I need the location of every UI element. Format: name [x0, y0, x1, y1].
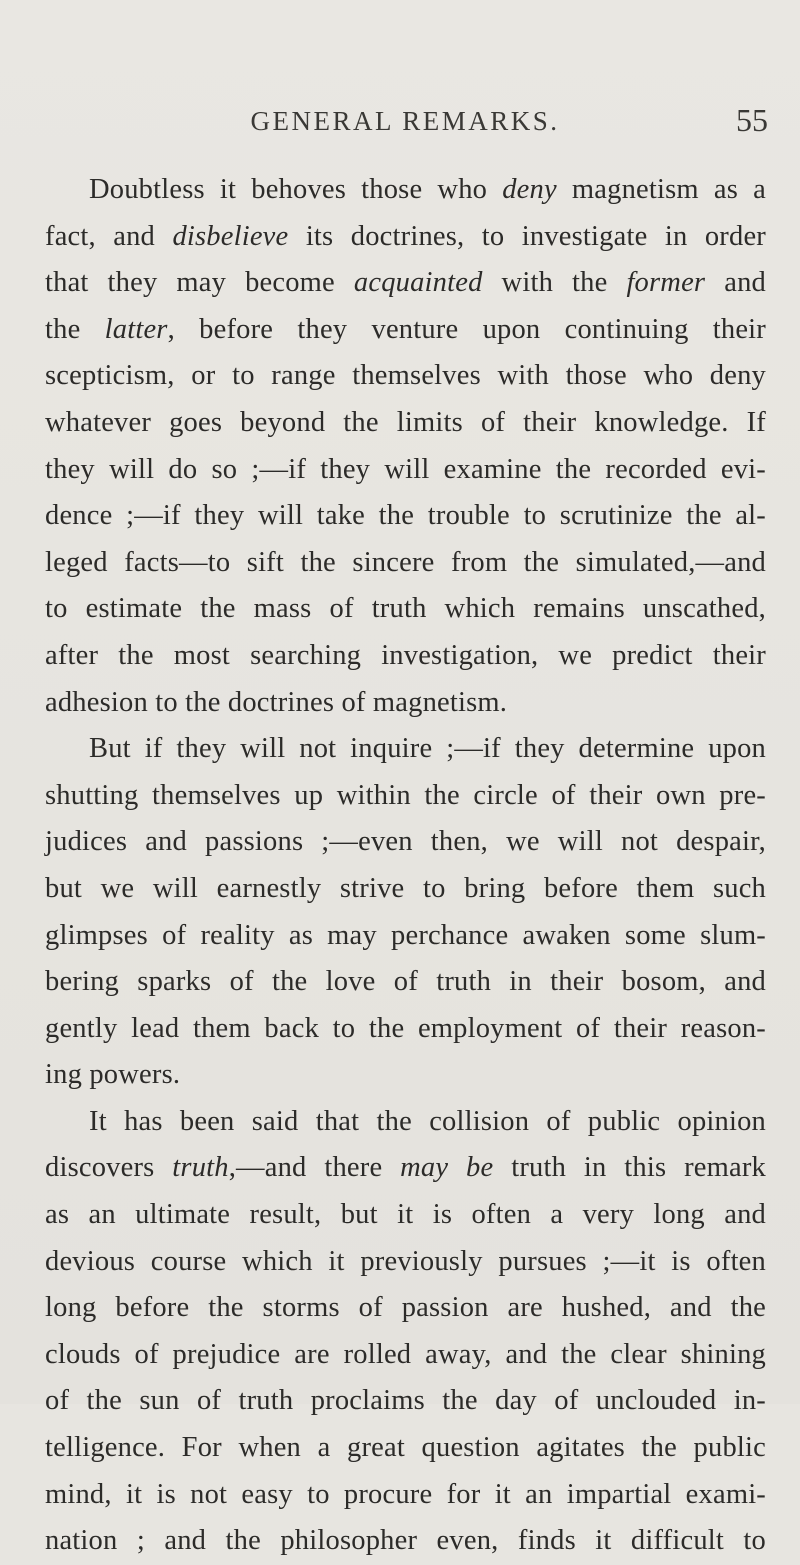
- text-line: [45, 1239, 766, 1286]
- text-line: [45, 1425, 766, 1472]
- text-line: [45, 307, 766, 354]
- text-run: scepticism, or to range themselves with those who deny: [45, 360, 766, 392]
- text-run: truth in this remark: [493, 1152, 767, 1184]
- text-run: nation ; and the philosopher even, finds it difficult to: [45, 1525, 766, 1557]
- text-line: [45, 586, 766, 633]
- text-line: [45, 493, 766, 540]
- italic-text: disbelieve: [172, 220, 289, 252]
- text-line: [45, 400, 766, 447]
- text-run: mind, it is not easy to procure for it an impartial exami-: [45, 1478, 766, 1510]
- text-line: [45, 1099, 766, 1146]
- text-line: [45, 1285, 766, 1332]
- text-line: [45, 819, 766, 866]
- text-line: [45, 214, 766, 261]
- text-run: adhesion to the doctrines of magnetism.: [45, 686, 508, 718]
- text-run: magnetism as a: [556, 174, 766, 205]
- text-line: [45, 1052, 766, 1099]
- text-run: discovers: [45, 1152, 173, 1184]
- text-run: leged facts—to sift the sincere from the simulated,—and: [45, 546, 766, 578]
- paragraph: [45, 726, 766, 1099]
- text-run: long before the storms of passion are hushed, and the: [45, 1292, 766, 1324]
- paragraph: [45, 167, 766, 726]
- text-line: [45, 726, 766, 773]
- text-run: with the: [482, 267, 627, 299]
- text-run: Doubtless it behoves those who: [89, 174, 503, 205]
- text-line: [45, 353, 766, 400]
- running-head: [40, 102, 770, 146]
- text-line: [45, 680, 766, 727]
- text-run: shutting themselves up within the circle of their own pre-: [45, 779, 766, 811]
- text-run: they will do so ;—if they will examine the recorded evi-: [45, 453, 766, 485]
- text-run: but we will earnestly strive to bring before them such: [45, 872, 766, 904]
- page-number: 55: [736, 102, 768, 138]
- text-line: [45, 1192, 766, 1239]
- text-run: and: [705, 267, 766, 299]
- text-line: [45, 1518, 766, 1565]
- text-run: after the most searching investigation, we predict their: [45, 639, 766, 671]
- text-run: devious course which it previously pursues ;—it is often: [45, 1245, 766, 1277]
- text-run: of the sun of truth proclaims the day of unclouded in-: [45, 1385, 766, 1417]
- italic-text: may be: [400, 1152, 494, 1184]
- text-line: [45, 260, 766, 307]
- text-run: judices and passions ;—even then, we will not despair,: [45, 826, 766, 858]
- text-line: [45, 773, 766, 820]
- body-text: [45, 167, 766, 1565]
- text-line: [45, 540, 766, 587]
- text-line: [45, 1332, 766, 1379]
- text-run: its doctrines, to investigate in order: [288, 220, 766, 252]
- text-run: that they may become: [45, 267, 354, 299]
- text-run: ,—and there: [228, 1152, 401, 1184]
- running-title: GENERAL REMARKS.: [250, 106, 560, 136]
- italic-text: deny: [502, 174, 557, 205]
- italic-text: latter: [104, 313, 168, 345]
- text-run: gently lead them back to the employment of their reason-: [45, 1012, 766, 1044]
- text-run: the: [45, 313, 105, 345]
- text-line: [45, 866, 766, 913]
- text-run: But if they will not inquire ;—if they determine upon: [89, 733, 766, 765]
- text-line: [45, 167, 766, 214]
- text-run: as an ultimate result, but it is often a very long and: [45, 1199, 766, 1231]
- text-line: [45, 1006, 766, 1053]
- text-line: [45, 1145, 766, 1192]
- text-run: whatever goes beyond the limits of their knowledge. If: [45, 406, 766, 438]
- text-line: [45, 913, 766, 960]
- text-run: glimpses of reality as may perchance awaken some slum-: [45, 919, 766, 951]
- text-run: to estimate the mass of truth which remains unscathed,: [45, 593, 766, 625]
- paragraph: [45, 1099, 766, 1565]
- text-run: bering sparks of the love of truth in their bosom, and: [45, 966, 766, 998]
- italic-text: truth: [172, 1152, 229, 1184]
- text-line: [45, 1472, 766, 1519]
- italic-text: former: [626, 267, 706, 299]
- text-line: [45, 447, 766, 494]
- text-run: clouds of prejudice are rolled away, and the clear shining: [45, 1338, 766, 1370]
- italic-text: acquainted: [353, 267, 483, 299]
- text-run: , before they venture upon continuing their: [167, 313, 766, 345]
- text-run: dence ;—if they will take the trouble to scrutinize the al-: [45, 500, 766, 532]
- text-run: fact, and: [45, 220, 173, 252]
- text-run: telligence. For when a great question agitates the public: [45, 1432, 766, 1464]
- text-run: It has been said that the collision of public opinion: [89, 1105, 766, 1137]
- text-run: ing powers.: [45, 1059, 181, 1091]
- text-line: [45, 633, 766, 680]
- text-line: [45, 1378, 766, 1425]
- text-line: [45, 959, 766, 1006]
